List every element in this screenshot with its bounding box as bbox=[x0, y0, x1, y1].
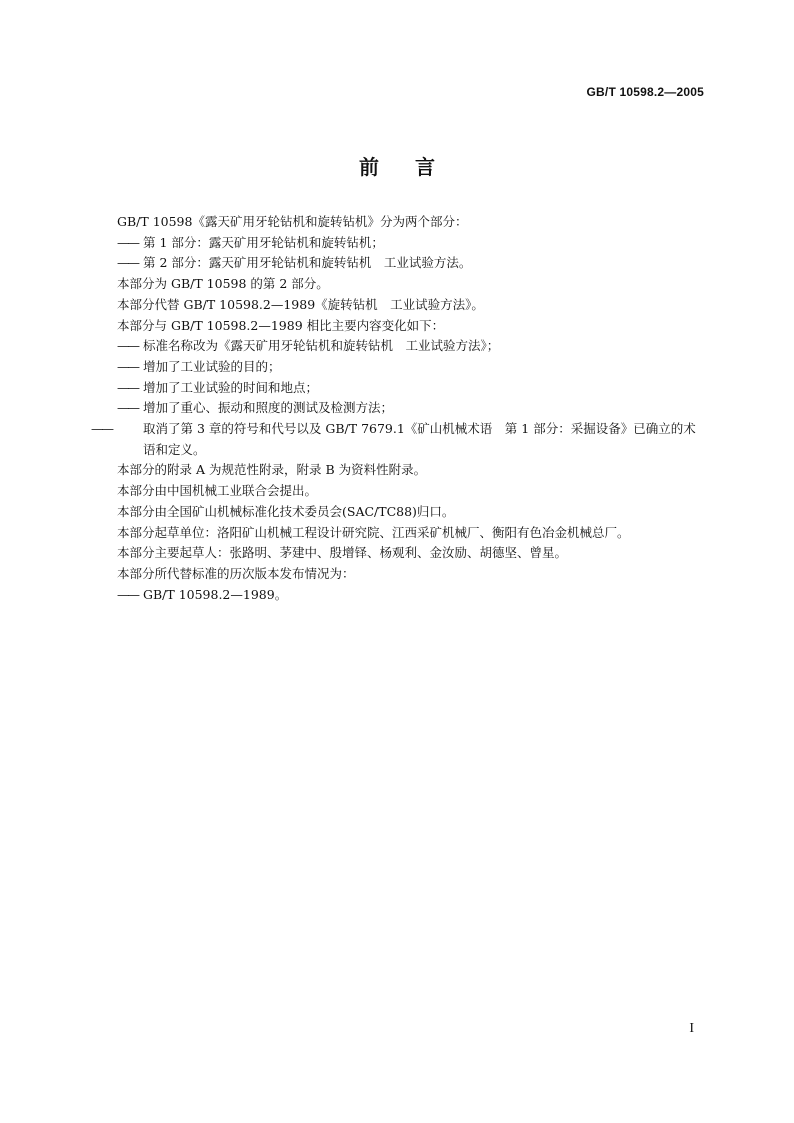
dash-marker: —— bbox=[117, 586, 138, 602]
list-item-change-title bbox=[117, 336, 707, 357]
list-item-text: 增加了工业试验的时间和地点； bbox=[143, 379, 319, 395]
list-item-text: GB/T 10598.2—1989。 bbox=[143, 586, 288, 602]
paragraph-history-intro: 本部分所代替标准的历次版本发布情况为： bbox=[117, 565, 355, 581]
paragraph-drafters: 本部分主要起草人：张路明、茅建中、殷增铎、杨观利、金汝励、胡德坚、曾星。 bbox=[117, 545, 568, 561]
dash-marker: —— bbox=[117, 338, 138, 354]
dash-marker: —— bbox=[117, 234, 138, 250]
list-item-change-purpose bbox=[117, 357, 707, 378]
page-number: I bbox=[689, 1021, 694, 1036]
body-text bbox=[91, 212, 707, 605]
paragraph-under-jurisdiction: 本部分由全国矿山机械标准化技术委员会(SAC/TC88)归口。 bbox=[117, 503, 455, 519]
dash-marker: —— bbox=[117, 255, 138, 271]
dash-marker: —— bbox=[91, 421, 112, 437]
list-item-text: 增加了工业试验的目的； bbox=[143, 358, 281, 374]
list-item-change-tests bbox=[117, 398, 707, 419]
dash-marker: —— bbox=[117, 358, 138, 374]
paragraph-this-part: 本部分为 GB/T 10598 的第 2 部分。 bbox=[117, 276, 329, 292]
list-item-text: 增加了重心、振动和照度的测试及检测方法； bbox=[143, 400, 394, 416]
paragraph-changes-intro: 本部分与 GB/T 10598.2—1989 相比主要内容变化如下： bbox=[117, 317, 445, 333]
list-item-text: 取消了第 3 章的符号和代号以及 GB/T 7679.1《矿山机械术语 第 1 部分：采掘设备》已确立的术语和定义。 bbox=[143, 421, 696, 457]
paragraph-proposed-by: 本部分由中国机械工业联合会提出。 bbox=[117, 483, 318, 499]
list-item-text: 第 1 部分：露天矿用牙轮钻机和旋转钻机； bbox=[143, 234, 384, 250]
page-title: 前言 bbox=[359, 155, 471, 179]
paragraph-drafting-units: 本部分起草单位：洛阳矿山机械工程设计研究院、江西采矿机械厂、衡阳有色冶金机械总厂。 bbox=[117, 524, 630, 540]
dash-marker: —— bbox=[117, 379, 138, 395]
list-item-part-1 bbox=[117, 233, 707, 254]
standard-code: GB/T 10598.2—2005 bbox=[586, 85, 704, 99]
list-item-text: 标准名称改为《露天矿用牙轮钻机和旋转钻机 工业试验方法》； bbox=[143, 338, 500, 354]
list-item-change-time-place bbox=[117, 378, 707, 399]
paragraph-replaces: 本部分代替 GB/T 10598.2—1989《旋转钻机 工业试验方法》。 bbox=[117, 296, 484, 312]
list-item-text: 第 2 部分：露天矿用牙轮钻机和旋转钻机 工业试验方法。 bbox=[143, 255, 472, 271]
paragraph-annexes: 本部分的附录 A 为规范性附录，附录 B 为资料性附录。 bbox=[117, 462, 427, 478]
paragraph-parts-intro: GB/T 10598《露天矿用牙轮钻机和旋转钻机》分为两个部分： bbox=[117, 214, 468, 229]
list-item-change-symbols bbox=[91, 419, 707, 460]
dash-marker: —— bbox=[117, 400, 138, 416]
list-item-part-2 bbox=[117, 253, 707, 274]
list-item-history bbox=[117, 585, 707, 606]
